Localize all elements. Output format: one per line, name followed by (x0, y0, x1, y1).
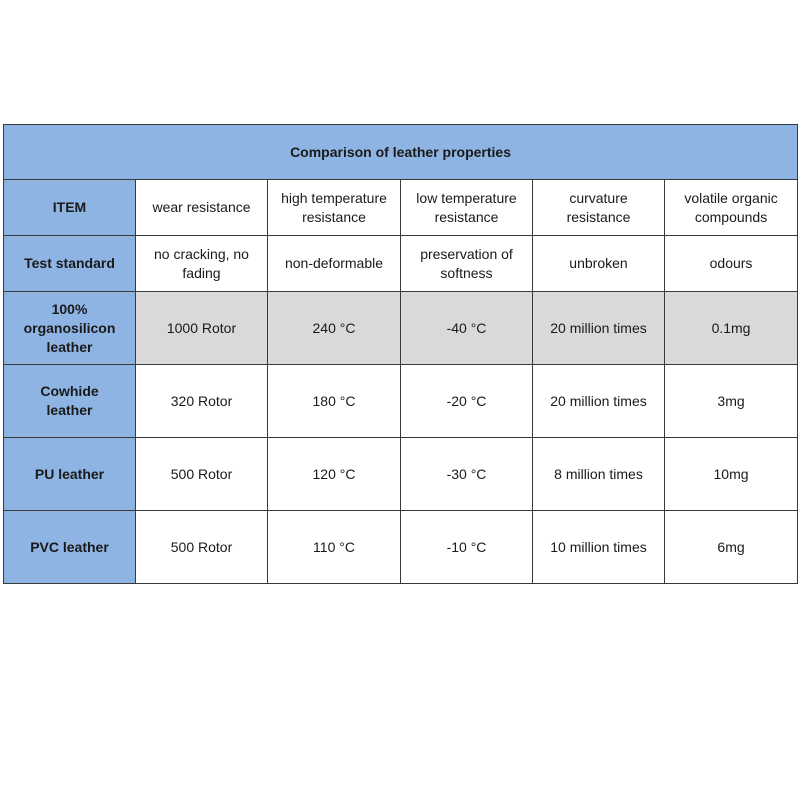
table-cell: 3mg (665, 365, 798, 438)
table-cell: 110 °C (268, 511, 401, 584)
table-cell: -10 °C (401, 511, 533, 584)
standard-cell: no cracking, no fading (136, 236, 268, 292)
row-label: Cowhide leather (4, 365, 136, 438)
table-cell: 8 million times (533, 438, 665, 511)
table-cell: 10mg (665, 438, 798, 511)
column-header-wear-resistance: wear resistance (136, 180, 268, 236)
test-standard-row (4, 236, 798, 292)
row-label: PVC leather (4, 511, 136, 584)
table-cell: 20 million times (533, 365, 665, 438)
column-header-volatile-organic-compounds: volatile organic compounds (665, 180, 798, 236)
table-cell: 0.1mg (665, 292, 798, 365)
standard-cell: non-deformable (268, 236, 401, 292)
table-row-pvc (4, 511, 798, 584)
table-cell: 500 Rotor (136, 511, 268, 584)
table-cell: 240 °C (268, 292, 401, 365)
column-header-high-temperature-resistance: high temperature resistance (268, 180, 401, 236)
item-label: ITEM (4, 180, 136, 236)
column-header-low-temperature-resistance: low temperature resistance (401, 180, 533, 236)
table-cell: -30 °C (401, 438, 533, 511)
row-label: PU leather (4, 438, 136, 511)
table-cell: 320 Rotor (136, 365, 268, 438)
table-cell: 120 °C (268, 438, 401, 511)
table-cell: 6mg (665, 511, 798, 584)
title-row (4, 125, 798, 180)
table-row-organosilicon (4, 292, 798, 365)
table-cell: 20 million times (533, 292, 665, 365)
leather-comparison-table (3, 124, 798, 584)
standard-cell: odours (665, 236, 798, 292)
table-title: Comparison of leather properties (4, 125, 798, 180)
test-standard-label: Test standard (4, 236, 136, 292)
table-cell: -40 °C (401, 292, 533, 365)
row-label: 100% organosilicon leather (4, 292, 136, 365)
table-cell: 1000 Rotor (136, 292, 268, 365)
table-cell: 10 million times (533, 511, 665, 584)
table-cell: -20 °C (401, 365, 533, 438)
column-header-curvature-resistance: curvature resistance (533, 180, 665, 236)
table-cell: 180 °C (268, 365, 401, 438)
table-row-pu (4, 438, 798, 511)
table-row-cowhide (4, 365, 798, 438)
standard-cell: preservation of softness (401, 236, 533, 292)
table-cell: 500 Rotor (136, 438, 268, 511)
item-header-row (4, 180, 798, 236)
standard-cell: unbroken (533, 236, 665, 292)
